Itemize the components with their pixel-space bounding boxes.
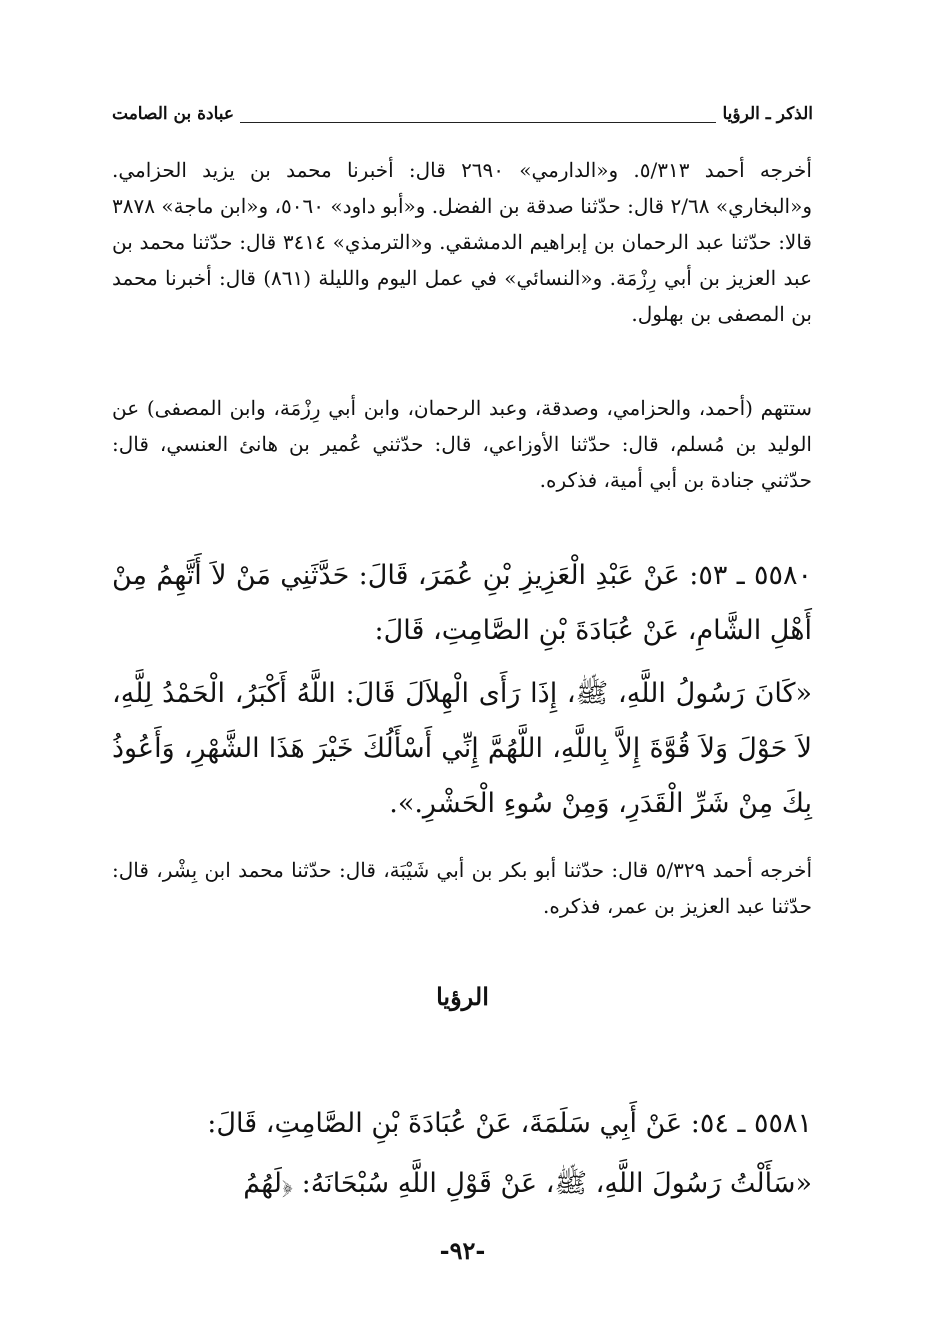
takhrij-note-2: ستتهم (أحمد، والحزامي، وصدقة، وعبد الرحمان، وابن أبي رِزْمَة، وابن المصفى) عن الوليد بن مُسلم، قال: حدّثنا الأوزاعي، قال: حدّثني عُمير بن هانئ العنسي، قال: حدّثني جنادة بن أبي أمية، فذكره. [112,396,812,492]
header-companion-name: عبادة بن الصامت [112,104,240,124]
header-chapter-title: الذكر ـ الرؤيا [716,104,813,124]
running-header [112,104,813,130]
hadith-5580-isnad: ٥٥٨٠ ـ ٥٣: عَنْ عَبْدِ الْعَزِيزِ بْنِ عُمَرَ، قَالَ: حَدَّثَنِي مَنْ لاَ أَتَّهِمُ مِنْ أَهْلِ الشَّامِ، عَنْ عُبَادَةَ بْنِ الصَّامِتِ، قَالَ: [112,560,812,646]
page-number: -٩٢- [439,1236,486,1265]
takhrij-note-3: أخرجه أحمد ٥/٣٢٩ قال: حدّثنا أبو بكر بن أبي شَيْبَة، قال: حدّثنا محمد ابن بِشْر، قال: حدّثنا عبد العزيز بن عمر، فذكره. [112,858,812,918]
hadith-5580-matn: «كَانَ رَسُولُ اللَّهِ، ﷺ، إِذَا رَأَى الْهِلاَلَ قَالَ: اللَّهُ أَكْبَرُ، الْحَمْدُ لِلَّهِ، لاَ حَوْلَ وَلاَ قُوَّةَ إِلاَّ بِاللَّهِ، اللَّهُمَّ إِنِّي أَسْأَلُكَ خَيْرَ هَذَا الشَّهْرِ، وَأَعُوذُ بِكَ مِنْ شَرِّ الْقَدَرِ، وَمِنْ سُوءِ الْحَشْرِ.». [112,678,812,819]
takhrij-note-1: أخرجه أحمد ٥/٣١٣. و«الدارمي» ٢٦٩٠ قال: أخبرنا محمد بن يزيد الحزامي. و«البخاري» ٢/٦٨ قال: حدّثنا صدقة بن الفضل. و«أبو داود» ٥٠٦٠، و«ابن ماجة» ٣٨٧٨ قالا: حدّثنا عبد الرحمان بن إبراهيم الدمشقي. و«الترمذي» ٣٤١٤ قال: حدّثنا محمد بن عبد العزيز بن أبي رِزْمَة. و«النسائي» في عمل اليوم والليلة (٨٦١) قال: أخبرنا محمد بن المصفى بن بهلول. [112,158,812,326]
section-title: الرؤيا [436,982,489,1011]
hadith-5581-matn: «سَأَلْتُ رَسُولَ اللَّهِ، ﷺ، عَنْ قَوْلِ اللَّهِ سُبْحَانَهُ: ﴿لَهُمُ [243,1168,812,1199]
hadith-5581-isnad: ٥٥٨١ ـ ٥٤: عَنْ أَبِي سَلَمَةَ، عَنْ عُبَادَةَ بْنِ الصَّامِتِ، قَالَ: [207,1108,812,1139]
